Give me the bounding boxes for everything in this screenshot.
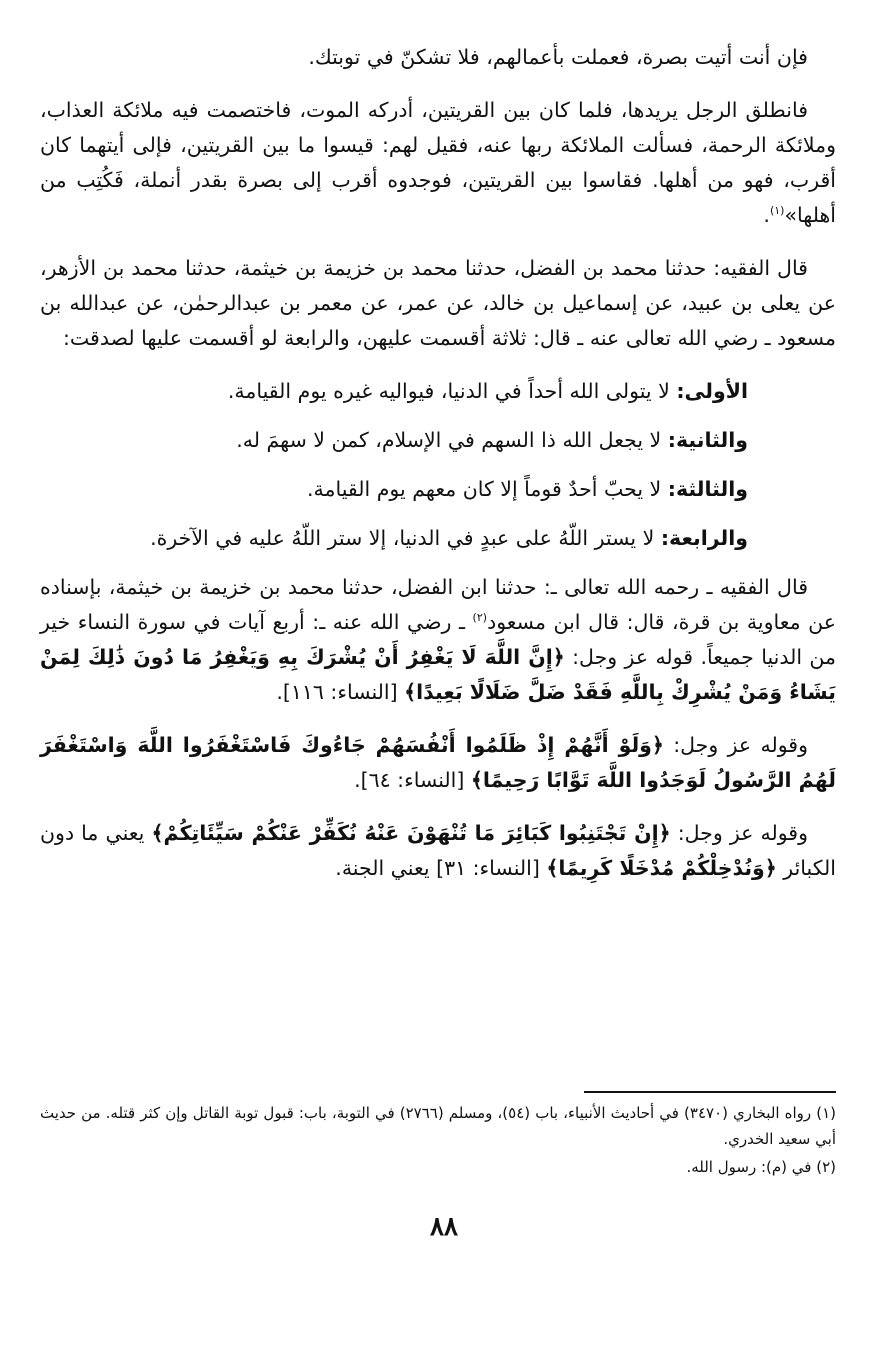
list-item-lead: الأولى: [676, 379, 748, 403]
quran-verse-an-nisa-64: ﴿وَلَوْ أَنَّهُمْ إِذْ ظَلَمُوا أَنْفُسَهُمْ جَاءُوكَ فَاسْتَغْفَرُوا اللَّهَ وَاسْتَغْفَرَ لَهُمُ الرَّسُولُ لَوَجَدُوا اللَّهَ تَوَّابًا رَحِيمًا﴾ [40, 733, 836, 792]
verse-reference: [النساء: ٣١] يعني الجنة. [335, 856, 547, 880]
paragraph-5 [40, 728, 836, 798]
paragraph-3 [40, 251, 836, 356]
paragraph-4-intro: قال الفقيه ـ رحمه الله تعالى ـ: حدثنا ابن الفضل، حدثنا محمد بن خزيمة بن خيثمة، بإسناده عن معاوية بن قرة، قال: قال ابن مسعود [40, 575, 836, 634]
paragraph-6-intro: وقوله عز وجل: [670, 821, 808, 845]
paragraph-2-tail: . [763, 203, 770, 227]
quran-verse-an-nisa-31b: ﴿وَنُدْخِلْكُمْ مُدْخَلًا كَرِيمًا﴾ [546, 856, 777, 880]
footnote-2: (٢) في (م): رسول الله. [686, 1158, 836, 1176]
paragraph-6-mid: يعني ما دون الكبائر [40, 821, 836, 880]
list-item-first [40, 374, 748, 409]
paragraph-4 [40, 570, 836, 710]
list-item-fourth [40, 521, 748, 556]
list-item-text: لا يحبّ أحدٌ قوماً إلا كان معهم يوم القيامة. [306, 477, 668, 501]
paragraph-1-text: فإن أنت أتيت بصرة، فعملت بأعمالهم، فلا تشكنّ في توبتك. [308, 45, 808, 69]
verse-reference: [النساء: ٦٤]. [354, 768, 471, 792]
paragraph-1 [40, 40, 836, 75]
quran-verse-an-nisa-31a: ﴿إِنْ تَجْتَنِبُوا كَبَائِرَ مَا تُنْهَوْنَ عَنْهُ نُكَفِّرْ عَنْكُمْ سَيِّئَاتِكُمْ﴾ [151, 821, 671, 845]
verse-reference: [النساء: ١١٦]. [276, 680, 405, 704]
page-body [40, 40, 836, 904]
footnote-ref-1[interactable]: (١) [769, 204, 785, 218]
paragraph-5-intro: وقوله عز وجل: [663, 733, 808, 757]
list-item-second [40, 423, 748, 458]
list-item-text: لا يستر اللّهُ على عبدٍ في الدنيا، إلا ستر اللّهُ عليه في الآخرة. [150, 526, 661, 550]
paragraph-2-text: فانطلق الرجل يريدها، فلما كان بين القريتين، أدركه الموت، فاختصمت فيه ملائكة العذاب، وملائكة الرحمة، فسألت الملائكة ربها عنه، فقيل لهم: قيسوا ما بين القريتين، فإلى أيتهما كان أقرب، فهو من أهلها. فقاسوا بين القريتين، فوجدوه أقرب إلى بصرة بقدر أنملة، فَكُتِب من أهلها» [40, 98, 836, 227]
paragraph-2 [40, 93, 836, 233]
footnote-ref-2[interactable]: (٢) [472, 611, 488, 625]
paragraph-4-middle: ـ رضي الله عنه ـ: أربع آيات في سورة النساء خير من الدنيا جميعاً. قوله عز وجل: [40, 610, 836, 669]
paragraph-3-text: قال الفقيه: حدثنا محمد بن الفضل، حدثنا محمد بن خزيمة بن خيثمة، حدثنا محمد بن الأزهر، عن يعلى بن عبيد، عن إسماعيل بن خالد، عن عمر، عن معمر بن عبدالرحمٰن، عن عبدالله بن مسعود ـ رضي الله تعالى عنه ـ قال: ثلاثة أقسمت عليهن، والرابعة لو أقسمت عليها لصدقت: [40, 256, 836, 350]
list-item-third [40, 472, 748, 507]
footnotes [40, 1100, 836, 1182]
quran-verse-an-nisa-116: ﴿إِنَّ اللَّهَ لَا يَغْفِرُ أَنْ يُشْرَكَ بِهِ وَيَغْفِرُ مَا دُونَ ذَٰلِكَ لِمَنْ يَشَاءُ وَمَنْ يُشْرِكْ بِاللَّهِ فَقَدْ ضَلَّ ضَلَالًا بَعِيدًا﴾ [40, 645, 836, 704]
list-item-lead: والرابعة: [660, 526, 748, 550]
footnote-divider [584, 1091, 836, 1093]
footnote-1: (١) رواه البخاري (٣٤٧٠) في أحاديث الأنبياء، باب (٥٤)، ومسلم (٢٧٦٦) في التوبة، باب: قبول توبة القاتل وإن كثر قتله. من حديث أبي سعيد الخدري. [40, 1104, 836, 1148]
list-item-text: لا يجعل الله ذا السهم في الإسلام، كمن لا سهمَ له. [236, 428, 668, 452]
paragraph-6 [40, 816, 836, 886]
list-item-lead: والثالثة: [667, 477, 748, 501]
list-item-lead: والثانية: [667, 428, 748, 452]
list-item-text: لا يتولى الله أحداً في الدنيا، فيواليه غيره يوم القيامة. [227, 379, 677, 403]
page-number: ٨٨ [430, 1212, 458, 1242]
